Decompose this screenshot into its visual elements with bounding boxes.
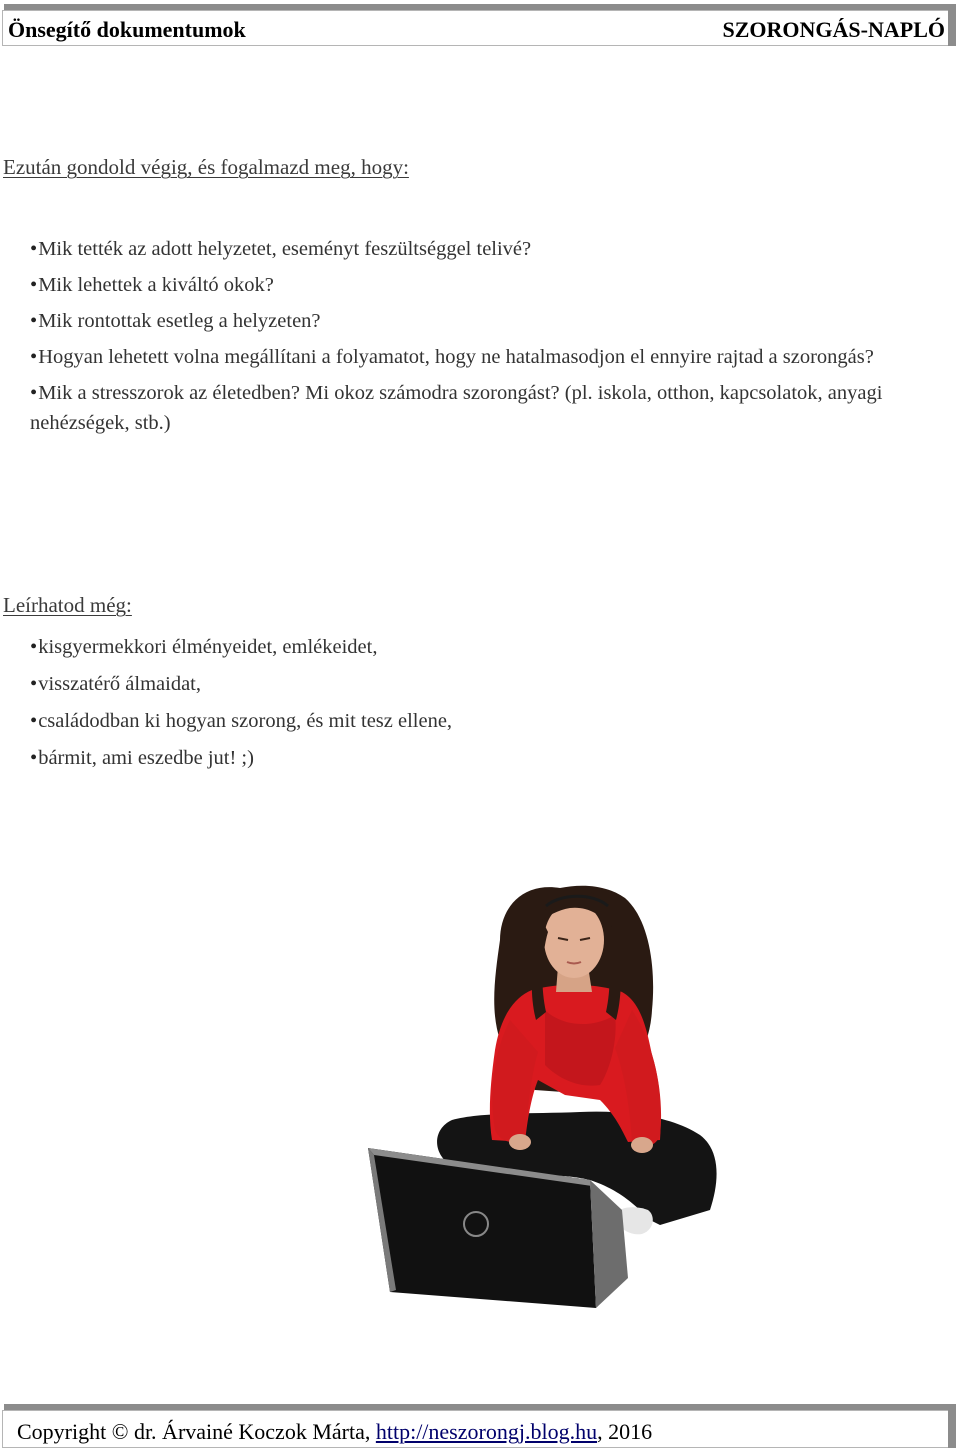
list-item: • bármit, ami eszedbe jut! ;) xyxy=(30,743,955,773)
copyright-prefix: Copyright © dr. Árvainé Koczok Márta, xyxy=(17,1419,376,1444)
list-item: • Mik lehettek a kiváltó okok? xyxy=(30,270,955,300)
page-footer xyxy=(2,1410,949,1448)
section-2-list xyxy=(30,632,955,780)
copyright-line xyxy=(17,1419,652,1445)
blog-link[interactable]: http://neszorongj.blog.hu xyxy=(375,1419,598,1444)
header-box xyxy=(2,10,949,46)
section-1-list xyxy=(30,234,955,444)
list-item: • kisgyermekkori élményeidet, emlékeidet, xyxy=(30,632,955,662)
list-item: • Mik a stresszorok az életedben? Mi okoz számodra szorongást? (pl. iskola, otthon, kapcsolatok, anyagi nehézségek, stb.) xyxy=(30,378,955,438)
footer-side-rule xyxy=(948,1410,956,1448)
section-1-title: Ezután gondold végig, és fogalmazd meg, hogy: xyxy=(3,155,409,179)
laptop-base xyxy=(590,1180,628,1308)
list-item: • Mik rontottak esetleg a helyzeten? xyxy=(30,306,955,336)
right-hand xyxy=(631,1137,653,1153)
list-item: • Mik tették az adott helyzetet, eseményt feszültséggel telivé? xyxy=(30,234,955,264)
list-item: • visszatérő álmaidat, xyxy=(30,669,955,699)
section-2-title: Leírhatod még: xyxy=(3,593,132,617)
page-header xyxy=(0,0,960,48)
girl-with-laptop-illustration xyxy=(360,880,730,1310)
header-right-title: SZORONGÁS-NAPLÓ xyxy=(722,17,945,42)
header-side-rule xyxy=(948,10,956,46)
header-left-title: Önsegítő dokumentumok xyxy=(8,17,246,42)
list-item: • családodban ki hogyan szorong, és mit tesz ellene, xyxy=(30,706,955,736)
copyright-year: , 2016 xyxy=(597,1419,653,1444)
list-item: • Hogyan lehetett volna megállítani a folyamatot, hogy ne hatalmasodjon el ennyire rajtad a szorongás? xyxy=(30,342,955,372)
left-hand xyxy=(509,1134,531,1150)
